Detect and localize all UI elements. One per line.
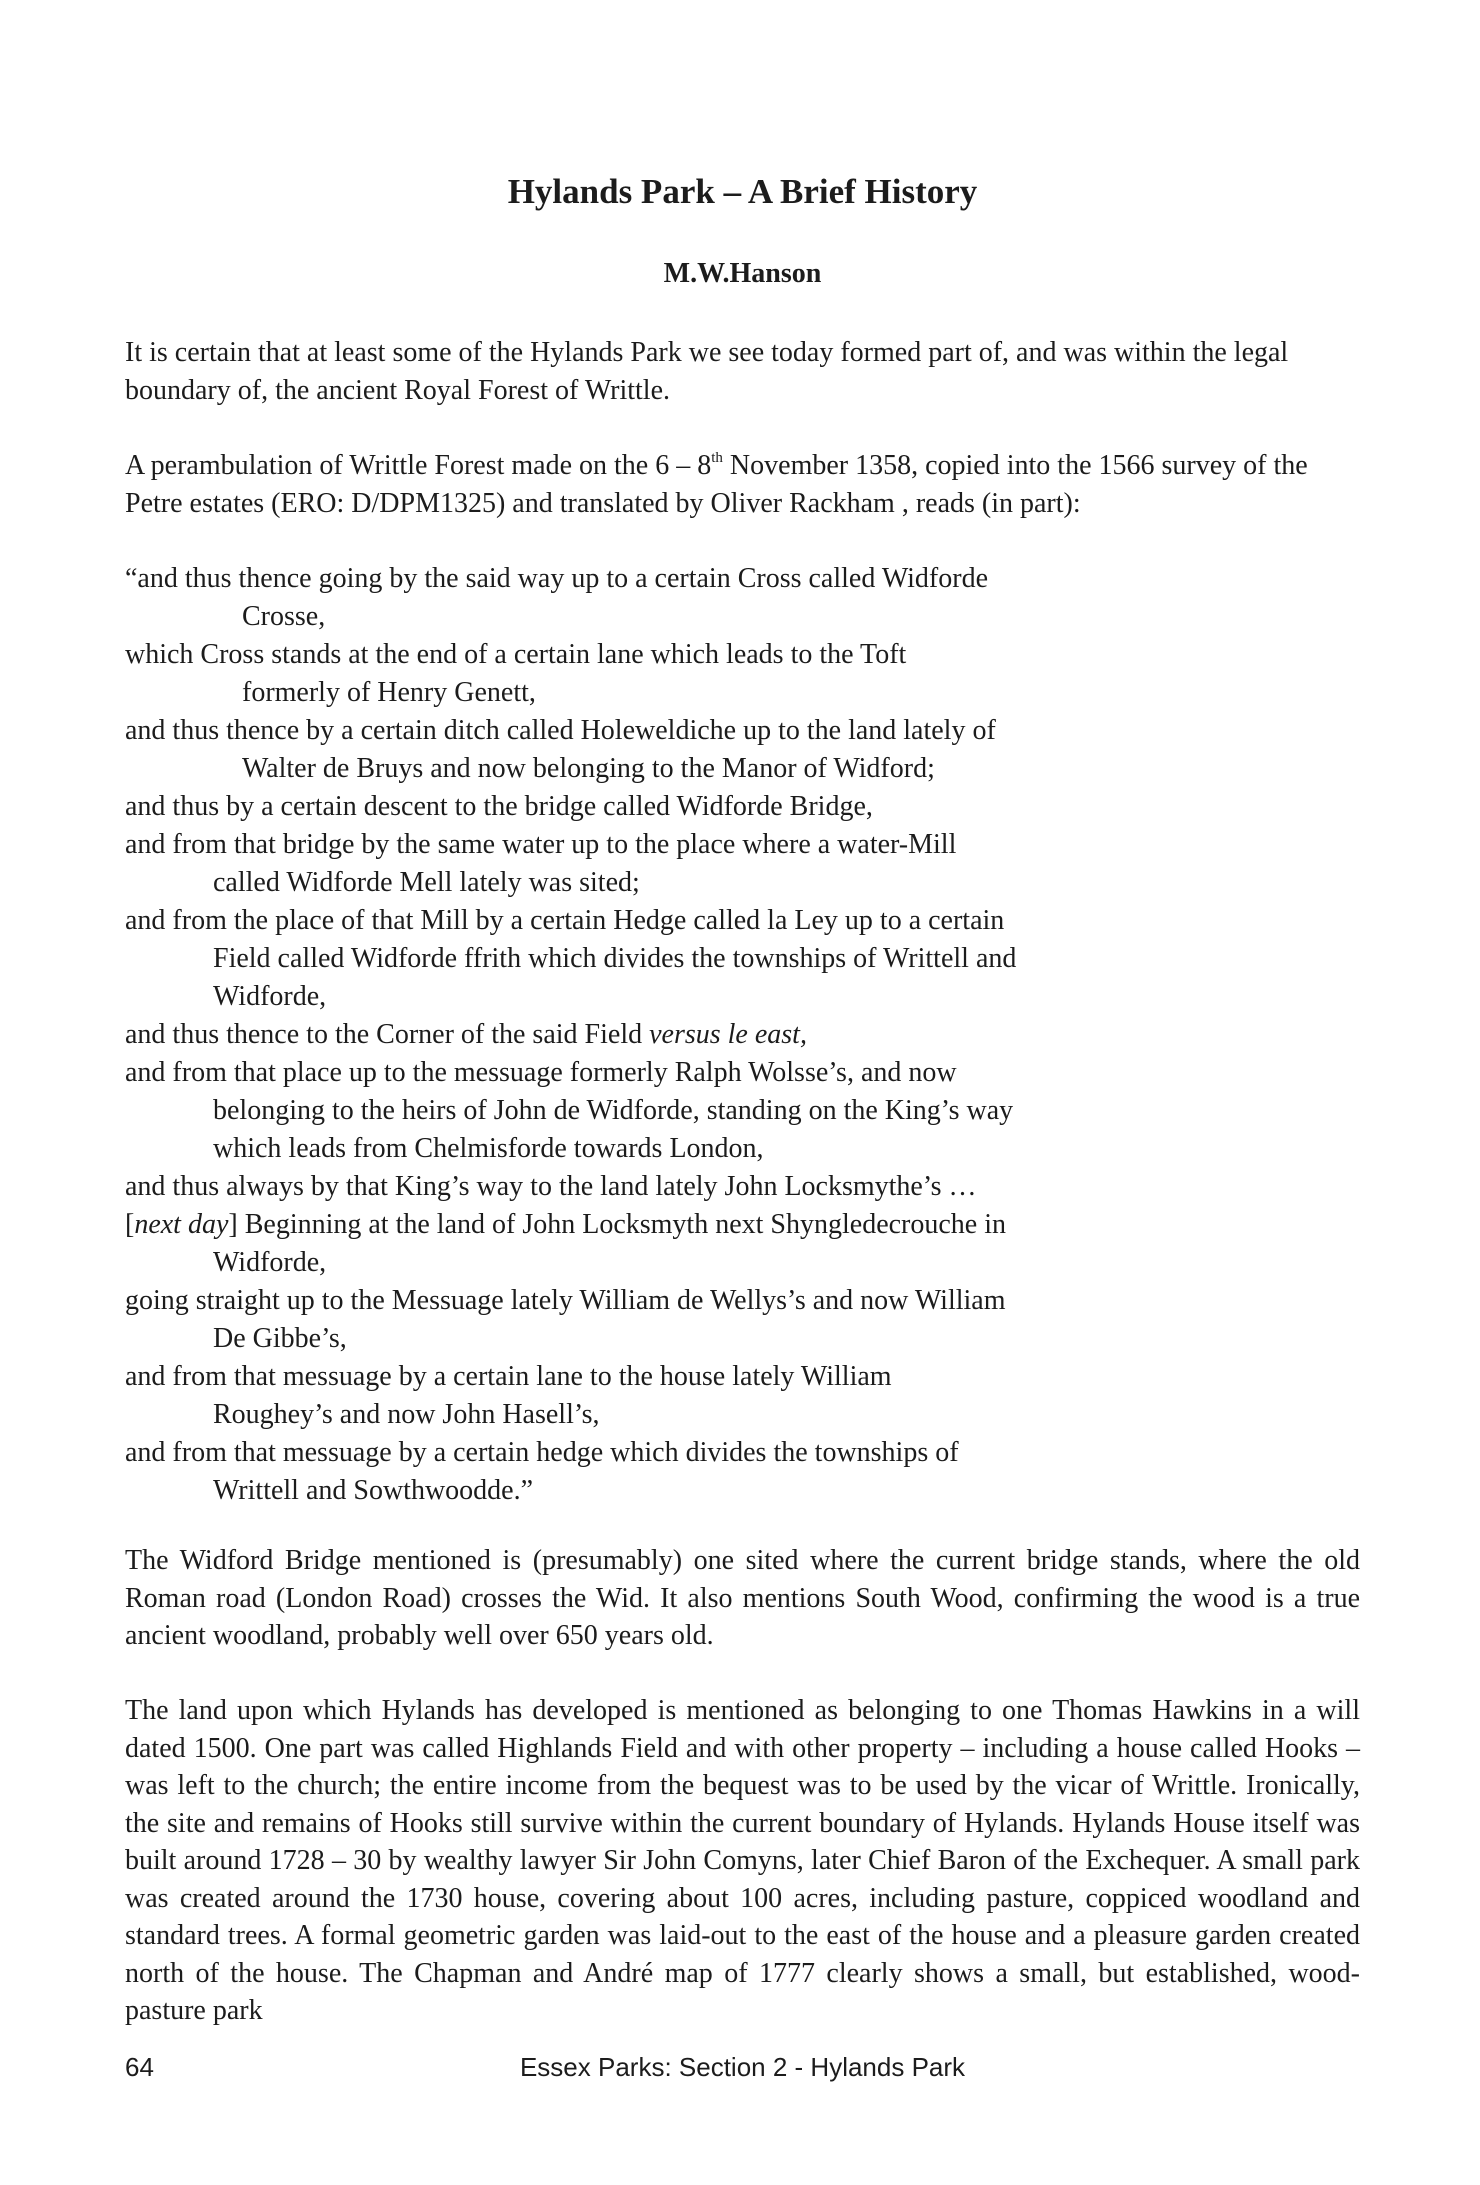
perambulation-quote (125, 560, 1360, 1510)
quote-line: and from the place of that Mill by a certain Hedge called la Ley up to a certain (125, 905, 1005, 936)
paragraph-perambulation-start: A perambulation of Writtle Forest made on the 6 – 8 (125, 450, 712, 481)
quote-line: “and thus thence going by the said way up to a certain Cross called Widforde (125, 563, 988, 594)
quote-line-text: and thus thence to the Corner of the said Field (125, 1019, 650, 1050)
quote-line: belonging to the heirs of John de Widforde, standing on the King’s way (213, 1095, 1014, 1126)
page-number: 64 (125, 2052, 154, 2082)
quote-italic-text: next day (134, 1209, 229, 1240)
quote-line: and thus by a certain descent to the bridge called Widforde Bridge, (125, 791, 873, 822)
quote-line (125, 1206, 1360, 1244)
paragraph-widford-bridge: The Widford Bridge mentioned is (presumably) one sited where the current bridge stands, where the old Roman road (London Road) crosses the Wid. It also mentions South Wood, confirming the wood is a true ancient woodland, probably well over 650 years old. (125, 1545, 1360, 1651)
quote-line: Field called Widforde ffrith which divides the townships of Writtell and (213, 943, 1017, 974)
quote-line: Widforde, (213, 1247, 327, 1278)
paragraph-intro: It is certain that at least some of the Hylands Park we see today formed part of, and was within the legal boundary of, the ancient Royal Forest of Writtle. (125, 337, 1289, 406)
paragraph-perambulation-end: November 1358, copied into the 1566 survey of the Petre estates (ERO: D/DPM1325) and translated by Oliver Rackham , reads (in part): (125, 450, 1308, 519)
quote-line: and from that place up to the messuage formerly Ralph Wolsse’s, and now (125, 1057, 957, 1088)
paragraph-land-history: The land upon which Hylands has developed is mentioned as belonging to one Thomas Hawkins in a will dated 1500. One part was called Highlands Field and with other property – including a house called Hooks – was left to the church; the entire income from the bequest was to be used by the vicar of Writtle. Ironically, the site and remains of Hooks still survive within the current boundary of Hylands. Hylands House itself was built around 1728 – 30 by wealthy lawyer Sir John Comyns, later Chief Baron of the Exchequer. A small park was created around the 1730 house, covering about 100 acres, including pasture, coppiced woodland and standard trees. A formal geometric garden was laid-out to the east of the house and a pleasure garden created north of the house. The Chapman and André map of 1777 clearly shows a small, but established, wood-pasture park (125, 1695, 1360, 2026)
quote-line: going straight up to the Messuage lately William de Wellys’s and now William (125, 1285, 1006, 1316)
quote-line: Writtell and Sowthwoodde.” (213, 1475, 534, 1506)
quote-line (125, 1016, 1360, 1054)
quote-line: and from that bridge by the same water up to the place where a water-Mill (125, 829, 957, 860)
quote-line: and from that messuage by a certain lane to the house lately William (125, 1361, 892, 1392)
ordinal-superscript: th (711, 450, 723, 466)
running-title: Essex Parks: Section 2 - Hylands Park (519, 2052, 966, 2082)
quote-line: which leads from Chelmisforde towards London, (213, 1133, 764, 1164)
author-name: M.W.Hanson (663, 258, 822, 289)
quote-line: and from that messuage by a certain hedge which divides the townships of (125, 1437, 959, 1468)
quote-bracket-open: [ (125, 1209, 135, 1240)
quote-line: formerly of Henry Genett, (242, 677, 536, 708)
quote-line: Roughey’s and now John Hasell’s, (213, 1399, 600, 1430)
quote-line: which Cross stands at the end of a certain lane which leads to the Toft (125, 639, 907, 670)
quote-line: Widforde, (213, 981, 327, 1012)
paragraph-perambulation (125, 447, 1360, 522)
quote-line: Crosse, (242, 601, 326, 632)
quote-italic-text: versus le east, (649, 1019, 807, 1050)
quote-line: De Gibbe’s, (213, 1323, 347, 1354)
quote-line: and thus thence by a certain ditch called Holeweldiche up to the land lately of (125, 715, 996, 746)
quote-line: Walter de Bruys and now belonging to the Manor of Widford; (242, 753, 935, 784)
quote-line: and thus always by that King’s way to the land lately John Locksmythe’s … (125, 1171, 977, 1202)
page-title: Hylands Park – A Brief History (507, 172, 978, 211)
quote-line: called Widforde Mell lately was sited; (213, 867, 640, 898)
quote-line-text: ] Beginning at the land of John Locksmyth next Shyngledecrouche in (228, 1209, 1007, 1240)
